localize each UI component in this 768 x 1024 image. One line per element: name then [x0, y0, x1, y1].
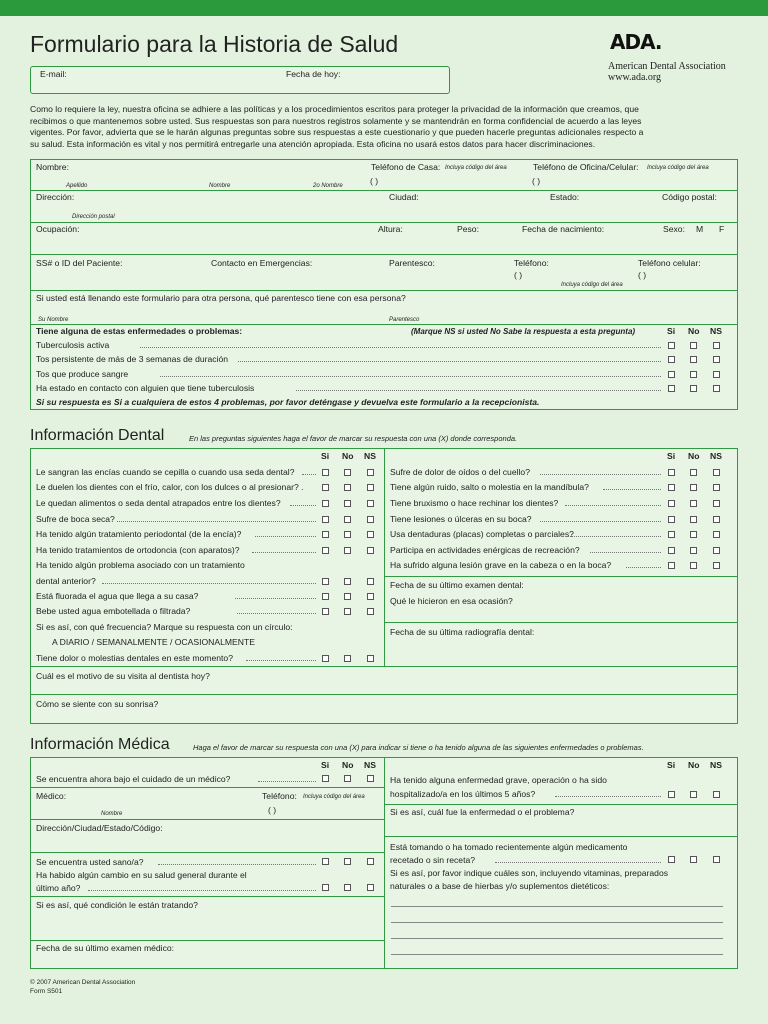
tratamiento-anterior-ns-checkbox[interactable] — [367, 578, 374, 585]
footer-form-number: Form S501 — [30, 988, 63, 995]
tb-col-no: No — [688, 326, 700, 336]
ada-logo — [610, 30, 662, 54]
medico-direccion-input[interactable] — [185, 822, 380, 836]
tb-item-no-checkbox[interactable] — [690, 356, 697, 363]
sonrisa-input[interactable] — [170, 698, 730, 718]
parentesco-label: Parentesco: — [389, 258, 435, 268]
telefono-label: Teléfono: — [514, 258, 549, 268]
dental-left-item-ns-checkbox[interactable] — [367, 547, 374, 554]
dental-right-item-si-checkbox[interactable] — [668, 562, 675, 569]
condicion-label: Si es así, qué condición le están tratando? — [36, 900, 198, 910]
codigo-postal-label: Código postal: — [662, 192, 717, 202]
tb-item-si-checkbox[interactable] — [668, 356, 675, 363]
medicamento-write-line[interactable] — [391, 906, 723, 907]
incluya-note: Incluya código del área — [561, 282, 623, 288]
dental-right-item-leader — [603, 489, 661, 490]
top-accent-bar — [0, 0, 768, 16]
dental-right-item-leader — [540, 521, 661, 522]
dental-left-item-no-checkbox[interactable] — [344, 531, 351, 538]
direccion-input[interactable] — [80, 193, 380, 209]
cambio-salud-no-checkbox[interactable] — [344, 884, 351, 891]
indique-line2: naturales o a base de hierbas y/o suplementos dietéticos: — [390, 881, 610, 891]
privacy-line: Como lo requiere la ley, nuestra oficina se adhiere a las políticas y a los procedimientos escritos para proteger la privacidad de la información que creamos, que — [30, 104, 639, 114]
org-name: American Dental Association — [608, 61, 726, 72]
dental-left-item-si-checkbox[interactable] — [322, 593, 329, 600]
dental-left-item-leader — [235, 598, 316, 599]
nombre-sub: Nombre — [209, 183, 231, 189]
tratamiento-anterior-si-checkbox[interactable] — [322, 578, 329, 585]
tb-heading: Tiene alguna de estas enfermedades o problemas: — [36, 326, 243, 336]
cual-enfermedad-label: Si es así, cuál fue la enfermedad o el problema? — [390, 807, 575, 817]
tb-item-leader — [160, 376, 661, 377]
dental-left-item-question: Bebe usted agua embotellada o filtrada? — [36, 606, 191, 616]
dental-right-item-no-checkbox[interactable] — [690, 516, 697, 523]
apellido-sub: Apellido — [66, 183, 88, 189]
date-label: Fecha de hoy: — [286, 69, 341, 79]
telefono-casa-area: ( ) — [370, 176, 379, 186]
dental-right-item-ns-checkbox[interactable] — [713, 516, 720, 523]
tb-item-si-checkbox[interactable] — [668, 371, 675, 378]
med-left-col-ns: NS — [364, 760, 376, 770]
tb-item-question: Ha estado en contacto con alguien que tiene tuberculosis — [36, 383, 255, 393]
ultimo-examen-dental-label: Fecha de su último examen dental: — [390, 580, 524, 590]
tb-item-leader — [238, 361, 661, 362]
sonrisa-label: Cómo se siente con su sonrisa? — [36, 699, 159, 709]
altura-label: Altura: — [378, 224, 403, 234]
dental-right-item-leader — [626, 567, 661, 568]
dental-left-item-no-checkbox[interactable] — [344, 608, 351, 615]
bajo-cuidado-no-checkbox[interactable] — [344, 775, 351, 782]
dental-left-item-leader — [302, 474, 316, 475]
dental-right-item-leader — [540, 474, 661, 475]
dental-left-item-question: Ha tenido tratamientos de ortodoncia (con aparatos)? — [36, 545, 240, 555]
dental-left-item-si-checkbox[interactable] — [322, 484, 329, 491]
tb-item-leader — [296, 390, 661, 391]
med-left-col-si: Si — [321, 760, 330, 770]
dental-left-item-ns-checkbox[interactable] — [367, 469, 374, 476]
med-right-col-no: No — [688, 760, 700, 770]
medicamento-line2: recetado o sin receta? — [390, 855, 476, 865]
contacto-emergencias-label: Contacto en Emergencias: — [211, 258, 313, 268]
tb-item-si-checkbox[interactable] — [668, 385, 675, 392]
dental-left-item-question: Le quedan alimentos o seda dental atrapados entre los dientes? — [36, 498, 281, 508]
dental-left-col-no: No — [342, 451, 354, 461]
dental-left-item-leader — [290, 505, 316, 506]
medico-input[interactable] — [72, 791, 252, 805]
dental-left-item-ns-checkbox[interactable] — [367, 608, 374, 615]
dental-right-item-no-checkbox[interactable] — [690, 500, 697, 507]
footer-copyright: © 2007 American Dental Association — [30, 979, 136, 986]
dental-right-item-ns-checkbox[interactable] — [713, 547, 720, 554]
telefono-oficina-input[interactable] — [572, 176, 732, 188]
dental-right-item-ns-checkbox[interactable] — [713, 469, 720, 476]
medicamento-ns-checkbox[interactable] — [713, 856, 720, 863]
dental-left-item-ns-checkbox[interactable] — [367, 516, 374, 523]
dental-right-item-si-checkbox[interactable] — [668, 500, 675, 507]
bajo-cuidado-question: Se encuentra ahora bajo el cuidado de un médico? — [36, 774, 231, 784]
tb-item-no-checkbox[interactable] — [690, 385, 697, 392]
dolor-dental-no-checkbox[interactable] — [344, 655, 351, 662]
motivo-visita-label: Cuál es el motivo de su visita al dentista hoy? — [36, 671, 210, 681]
dental-left-item-ns-checkbox[interactable] — [367, 500, 374, 507]
telefono-oficina-note: Incluya código del área — [647, 165, 709, 171]
ocupacion-input[interactable] — [82, 225, 372, 239]
medico-direccion-label: Dirección/Ciudad/Estado/Código: — [36, 823, 163, 833]
medico-incluya-note: Incluya código del área — [303, 794, 365, 800]
tb-item-leader — [140, 347, 661, 348]
dental-left-item-ns-checkbox[interactable] — [367, 484, 374, 491]
medicamento-write-line[interactable] — [391, 954, 723, 955]
parentesco-sub: Parentesco — [389, 317, 420, 323]
sexo-m-option[interactable]: M — [696, 224, 704, 234]
dental-right-item-ns-checkbox[interactable] — [713, 484, 720, 491]
dental-right-col-no: No — [688, 451, 700, 461]
dolor-dental-si-checkbox[interactable] — [322, 655, 329, 662]
tb-col-ns: NS — [710, 326, 722, 336]
ultimo-examen-medico-label: Fecha de su último examen médico: — [36, 943, 175, 953]
org-url: www.ada.org — [608, 72, 662, 83]
dental-left-item-no-checkbox[interactable] — [344, 500, 351, 507]
medicamento-line1: Está tomando o ha tomado recientemente algún medicamento — [390, 842, 628, 852]
su-nombre-sub: Su Nombre — [38, 317, 69, 323]
dental-right-item-no-checkbox[interactable] — [690, 484, 697, 491]
tb-col-si: Si — [667, 326, 676, 336]
enfermedad-grave-si-checkbox[interactable] — [668, 791, 675, 798]
direccion-label: Dirección: — [36, 192, 75, 202]
sano-ns-checkbox[interactable] — [367, 858, 374, 865]
tratamiento-anterior-no-checkbox[interactable] — [344, 578, 351, 585]
dental-left-item-si-checkbox[interactable] — [322, 608, 329, 615]
privacy-line: recibimos o que mantenemos sobre usted. Sus respuestas son para nuestros registros solamente y se mantendrán en forma confidencial de acuerdo a las leyes — [30, 115, 642, 126]
dolor-dental-question: Tiene dolor o molestias dentales en este momento? — [36, 653, 233, 663]
nombre-input[interactable] — [75, 163, 365, 179]
ultima-radiografia-label: Fecha de su última radiografía dental: — [390, 627, 535, 637]
dental-section-subtitle: En las preguntas siguientes haga el favor de marcar su respuesta con una (X) donde corresponda. — [189, 434, 518, 443]
telefono-casa-note: Incluya código del área — [445, 165, 507, 171]
dental-left-item-ns-checkbox[interactable] — [367, 531, 374, 538]
tb-note: (Marque NS si usted No Sabe la respuesta a esta pregunta) — [411, 327, 636, 336]
dental-left-item-ns-checkbox[interactable] — [367, 593, 374, 600]
dental-right-item-question: Tiene lesiones o úlceras en su boca? — [390, 514, 532, 524]
dental-left-item-si-checkbox[interactable] — [322, 516, 329, 523]
dental-right-item-question: Tiene bruxismo o hace rechinar los dientes? — [390, 498, 559, 508]
tratamiento-anterior-line1: Ha tenido algún problema asociado con un tratamiento — [36, 560, 245, 570]
dental-right-item-ns-checkbox[interactable] — [713, 562, 720, 569]
nombre-label: Nombre: — [36, 162, 69, 172]
dental-left-item-question: Ha tenido algún tratamiento periodontal (de la encía)? — [36, 529, 242, 539]
dental-left-col-ns: NS — [364, 451, 376, 461]
enfermedad-grave-no-checkbox[interactable] — [690, 791, 697, 798]
sexo-f-option[interactable]: F — [719, 224, 725, 234]
dental-right-item-si-checkbox[interactable] — [668, 469, 675, 476]
med-right-col-si: Si — [667, 760, 676, 770]
sexo-label: Sexo: — [663, 224, 685, 234]
privacy-line: su salud. Esta información es vital y nos permitirá entregarle una atención apropiada. Esta oficina no usará estos datos para hacer discriminaciones. — [30, 138, 596, 149]
medico-nombre-sub: Nombre — [101, 811, 123, 817]
dolor-dental-leader — [246, 660, 316, 661]
tb-item-question: Tos persistente de más de 3 semanas de duración — [36, 354, 229, 364]
medicamento-si-checkbox[interactable] — [668, 856, 675, 863]
dental-left-item-no-checkbox[interactable] — [344, 484, 351, 491]
dental-right-item-question: Usa dentaduras (placas) completas o parciales? — [390, 529, 574, 539]
med-right-col-ns: NS — [710, 760, 722, 770]
medical-section-subtitle: Haga el favor de marcar su respuesta con una (X) para indicar si tiene o ha tenido alguna de las siguientes enfermedades o problemas. — [193, 743, 644, 752]
dental-right-col-ns: NS — [710, 451, 722, 461]
que-hicieron-label: Qué le hicieron en esa ocasión? — [390, 596, 513, 606]
page-title: Formulario para la Historia de Salud — [30, 31, 399, 57]
telefono-area: ( ) — [514, 270, 523, 280]
dental-right-item-question: Sufre de dolor de oídos o del cuello? — [390, 467, 530, 477]
dental-left-item-leader — [117, 521, 316, 522]
dental-right-item-si-checkbox[interactable] — [668, 516, 675, 523]
date-input[interactable] — [350, 72, 445, 84]
sano-no-checkbox[interactable] — [344, 858, 351, 865]
frecuencia-question: Si es así, con qué frecuencia? Marque su respuesta con un círculo: — [36, 622, 293, 632]
dental-right-item-si-checkbox[interactable] — [668, 484, 675, 491]
dental-left-item-question: Le sangran las encías cuando se cepilla o cuando usa seda dental? — [36, 467, 295, 477]
privacy-notice — [30, 104, 720, 150]
medical-section-title: Información Médica — [30, 736, 170, 753]
cambio-salud-ns-checkbox[interactable] — [367, 884, 374, 891]
tratamiento-anterior-question: dental anterior? — [36, 576, 96, 586]
dolor-dental-ns-checkbox[interactable] — [367, 655, 374, 662]
dental-right-item-si-checkbox[interactable] — [668, 531, 675, 538]
email-input[interactable] — [70, 72, 280, 84]
dental-right-item-no-checkbox[interactable] — [690, 562, 697, 569]
tb-warning: Si su respuesta es Si a cualquiera de estos 4 problemas, por favor deténgase y devuelva este formulario a la recepcionista. — [36, 397, 540, 407]
dental-right-item-question: Ha sufrido alguna lesión grave en la cabeza o en la boca? — [390, 560, 612, 570]
segundo-nombre-sub: 2o Nombre — [313, 183, 343, 189]
indique-line1: Si es así, por favor indique cuáles son, incluyendo vitaminas, preparados — [390, 868, 669, 878]
ciudad-label: Ciudad: — [389, 192, 419, 202]
dental-left-item-no-checkbox[interactable] — [344, 547, 351, 554]
tb-item-no-checkbox[interactable] — [690, 342, 697, 349]
tb-item-ns-checkbox[interactable] — [713, 371, 720, 378]
dental-left-item-si-checkbox[interactable] — [322, 500, 329, 507]
cambio-salud-line2: último año? — [36, 883, 81, 893]
dental-left-item-question: Le duelen los dientes con el frío, calor, con los dulces o al presionar? . — [36, 482, 304, 492]
sano-question: Se encuentra usted sano/a? — [36, 857, 144, 867]
telefono-casa-input[interactable] — [410, 176, 520, 188]
ocupacion-label: Ocupación: — [36, 224, 80, 234]
estado-label: Estado: — [550, 192, 580, 202]
dental-right-item-no-checkbox[interactable] — [690, 469, 697, 476]
dental-right-item-si-checkbox[interactable] — [668, 547, 675, 554]
enfermedad-grave-ns-checkbox[interactable] — [713, 791, 720, 798]
tb-item-question: Tuberculosis activa — [36, 340, 110, 350]
tb-item-ns-checkbox[interactable] — [713, 385, 720, 392]
bajo-cuidado-si-checkbox[interactable] — [322, 775, 329, 782]
dental-right-col-si: Si — [667, 451, 676, 461]
direccion-postal-sub: Dirección postal — [72, 214, 115, 220]
motivo-visita-input[interactable] — [230, 670, 730, 690]
frecuencia-options[interactable]: A DIARIO / SEMANALMENTE / OCASIONALMENTE — [52, 637, 255, 647]
dental-left-item-question: Está fluorada el agua que llega a su casa? — [36, 591, 199, 601]
ss-label: SS# o ID del Paciente: — [36, 258, 123, 268]
ada-logo-mark: ADA. — [610, 30, 662, 54]
condicion-input[interactable] — [36, 912, 376, 936]
enfermedad-grave-line1: Ha tenido alguna enfermedad grave, operación o ha sido — [390, 775, 607, 785]
medico-telefono-label: Teléfono: — [262, 791, 297, 801]
dental-right-item-question: Participa en actividades enérgicas de recreación? — [390, 545, 580, 555]
dental-right-item-question: Tiene algún ruido, salto o molestia en la mandíbula? — [390, 482, 589, 492]
email-label: E-mail: — [40, 69, 67, 79]
tb-item-ns-checkbox[interactable] — [713, 342, 720, 349]
medico-label: Médico: — [36, 791, 67, 801]
dental-right-item-leader — [565, 505, 661, 506]
dental-right-item-leader — [566, 536, 661, 537]
tb-item-question: Tos que produce sangre — [36, 369, 129, 379]
enfermedad-grave-line2: hospitalizado/a en los últimos 5 años? — [390, 789, 536, 799]
dental-left-item-no-checkbox[interactable] — [344, 516, 351, 523]
dental-left-item-si-checkbox[interactable] — [322, 547, 329, 554]
medico-telefono-area: ( ) — [268, 805, 277, 815]
dental-left-item-no-checkbox[interactable] — [344, 593, 351, 600]
dental-section-title: Información Dental — [30, 427, 165, 444]
dental-left-item-si-checkbox[interactable] — [322, 531, 329, 538]
dental-left-item-leader — [252, 552, 316, 553]
sano-si-checkbox[interactable] — [322, 858, 329, 865]
telefono-celular-area: ( ) — [638, 270, 647, 280]
dental-left-item-question: Sufre de boca seca? — [36, 514, 115, 524]
peso-label: Peso: — [457, 224, 479, 234]
tb-item-no-checkbox[interactable] — [690, 371, 697, 378]
medicamento-write-line[interactable] — [391, 922, 723, 923]
telefono-oficina-area: ( ) — [532, 176, 541, 186]
fecha-nacimiento-label: Fecha de nacimiento: — [522, 224, 605, 234]
telefono-celular-label: Teléfono celular: — [638, 258, 701, 268]
privacy-line: vigentes. Por favor, advierta que se le harán algunas preguntas sobre sus respuestas a este cuestionario y que pueden hacerle preguntas adicionales respecto a — [30, 127, 644, 137]
cambio-salud-si-checkbox[interactable] — [322, 884, 329, 891]
dental-left-item-leader — [237, 613, 316, 614]
telefono-oficina-label: Teléfono de Oficina/Celular: — [533, 162, 639, 172]
otra-persona-question: Si usted está llenando este formulario para otra persona, qué parentesco tiene con esa persona? — [36, 293, 406, 303]
dental-left-item-leader — [255, 536, 316, 537]
ultimo-examen-medico-input[interactable] — [196, 942, 376, 962]
med-left-col-no: No — [342, 760, 354, 770]
dental-right-item-leader — [590, 552, 661, 553]
dental-left-col-si: Si — [321, 451, 330, 461]
bajo-cuidado-ns-checkbox[interactable] — [367, 775, 374, 782]
dental-left-item-no-checkbox[interactable] — [344, 469, 351, 476]
tb-item-si-checkbox[interactable] — [668, 342, 675, 349]
dental-right-item-ns-checkbox[interactable] — [713, 500, 720, 507]
dental-right-item-no-checkbox[interactable] — [690, 531, 697, 538]
medicamento-no-checkbox[interactable] — [690, 856, 697, 863]
tb-item-ns-checkbox[interactable] — [713, 356, 720, 363]
tratamiento-anterior-leader — [102, 583, 316, 584]
dental-right-item-no-checkbox[interactable] — [690, 547, 697, 554]
dental-left-item-si-checkbox[interactable] — [322, 469, 329, 476]
medicamento-write-line[interactable] — [391, 938, 723, 939]
telefono-casa-label: Teléfono de Casa: — [371, 162, 441, 172]
dental-right-item-ns-checkbox[interactable] — [713, 531, 720, 538]
cambio-salud-line1: Ha habido algún cambio en su salud general durante el — [36, 870, 247, 880]
